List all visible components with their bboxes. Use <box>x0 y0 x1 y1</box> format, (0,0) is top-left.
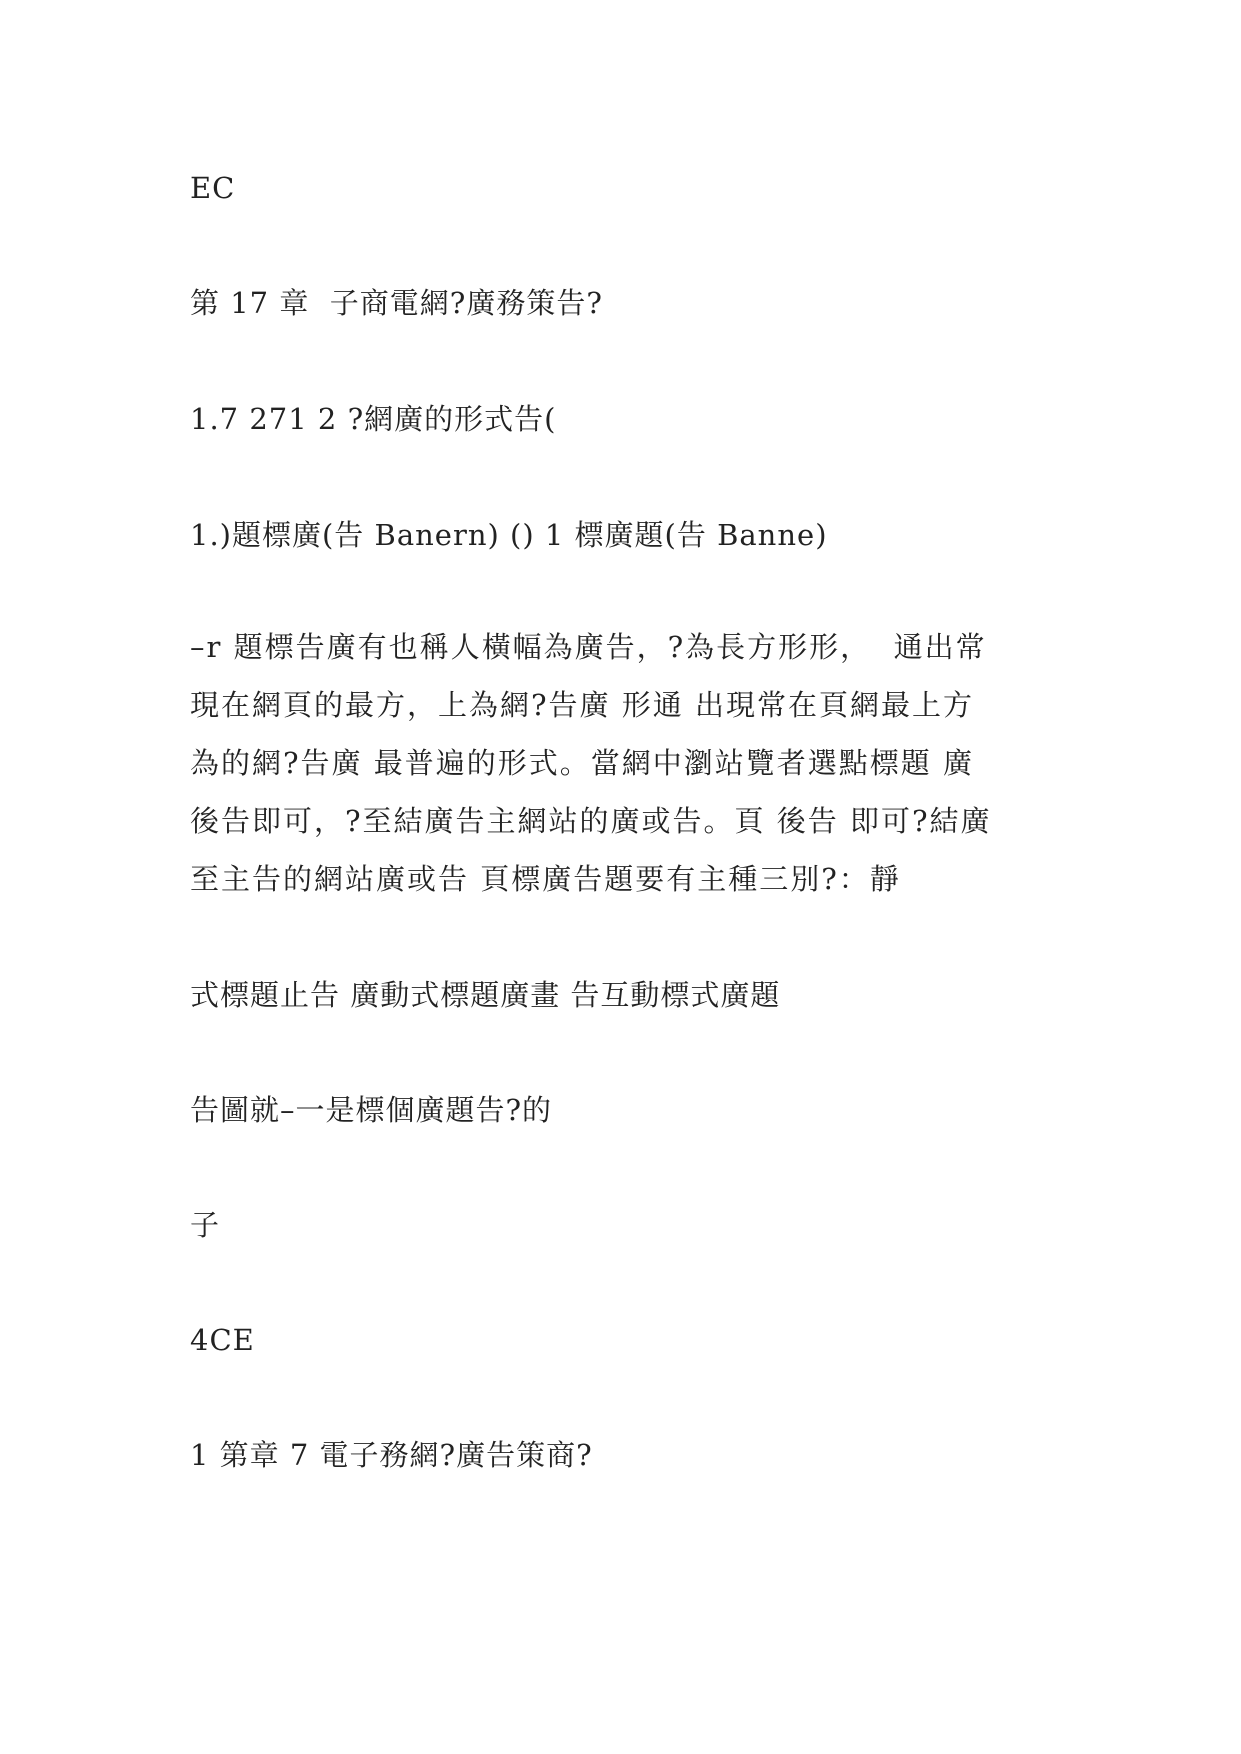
paragraph-line: 為的網?告廣 最普遍的形式。當網中瀏站覽者選點標題 廣 <box>190 746 974 780</box>
body-paragraph <box>190 618 1070 908</box>
footer-code: 4CE <box>190 1323 255 1357</box>
body-line: 子 <box>190 1208 221 1242</box>
chapter-footer: 1 第章 7 電子務網?廣告策商? <box>190 1438 593 1472</box>
body-line: 式標題止告 廣動式標題廣畫 告互動標式廣題 <box>190 978 781 1012</box>
paragraph-line: 至主告的網站廣或告 頁標廣告題要有主種三別?：靜 <box>190 862 901 896</box>
paragraph-line: 後告即可，?至結廣告主網站的廣或告。頁 後告 即可?結廣 <box>190 804 992 838</box>
section-heading: 1.7 271 2 ?網廣的形式告( <box>190 402 557 436</box>
chapter-title: 第 17 章 子商電網?廣務策告? <box>190 286 603 320</box>
subsection-heading: 1.)題標廣(告 Banern) () 1 標廣題(告 Banne) <box>190 518 828 552</box>
paragraph-line: –r 題標告廣有也稱人橫幅為廣告，?為長方形形， 通出常 <box>190 630 987 664</box>
paragraph-line: 現在網頁的最方，上為網?告廣 形通 出現常在頁網最上方 <box>190 688 974 722</box>
body-line: 告圖就–一是標個廣題告?的 <box>190 1093 553 1127</box>
header-code: EC <box>190 171 236 205</box>
